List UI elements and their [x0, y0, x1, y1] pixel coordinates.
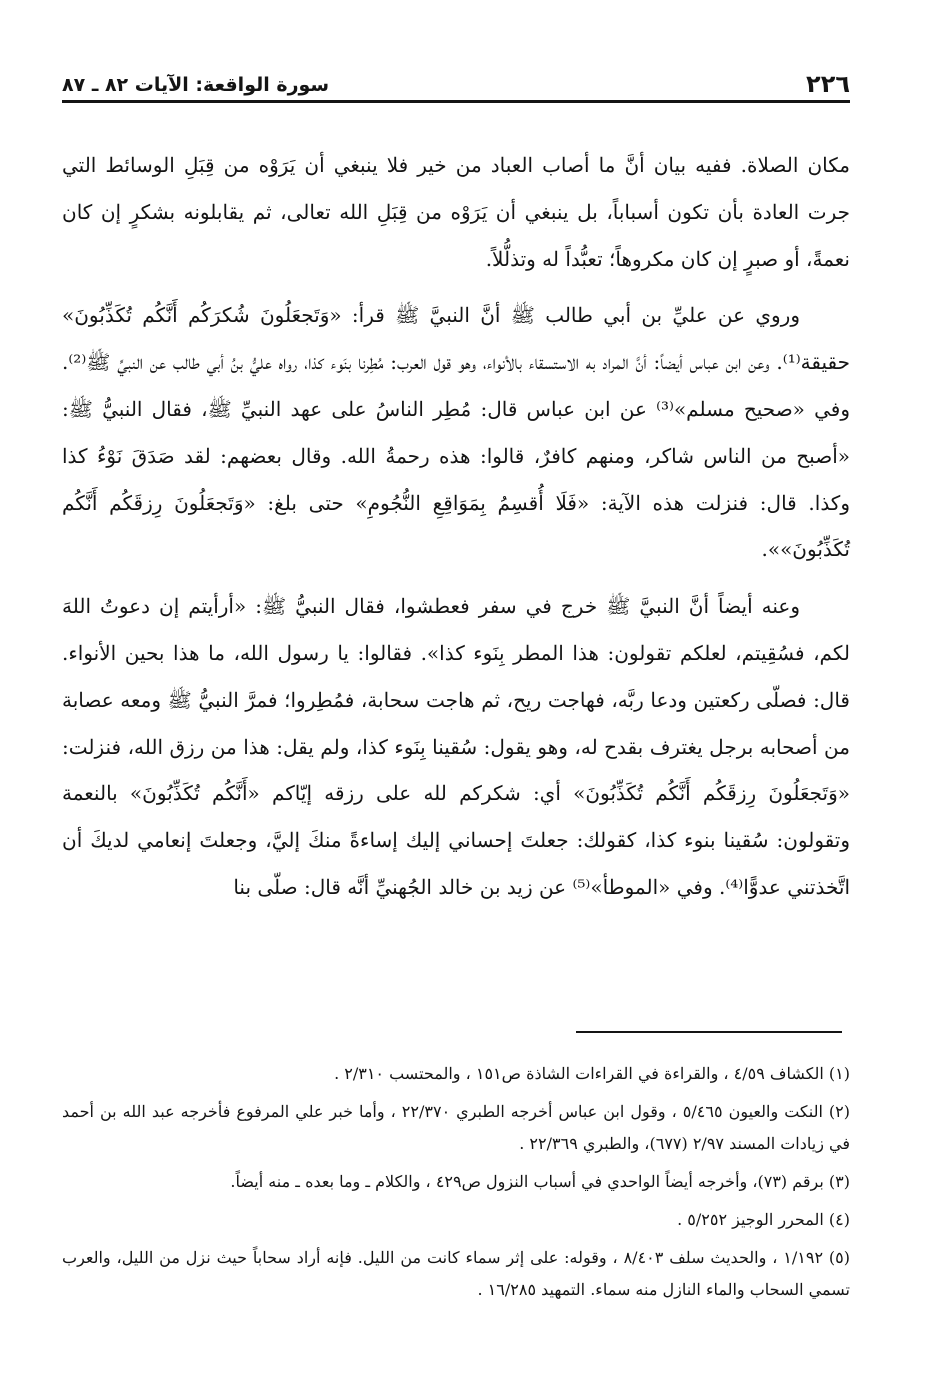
- footnote-1: (١) الكشاف ٤/٥٩ ، والقراءة في القراءات الشاذة ص١٥١ ، والمحتسب ٢/٣١٠ .: [334, 1064, 850, 1083]
- footnote-3: (٣) برقم (٧٣)، وأخرجه أيضاً الواحدي في أسباب النزول ص٤٢٩ ، والكلام ـ وما بعده ـ منه أيضاً.: [230, 1172, 850, 1191]
- main-text: [62, 142, 850, 911]
- running-title: سورة الواقعة: الآيات ٨٢ ـ ٨٧: [62, 74, 330, 96]
- footnote-4: (٤) المحرر الوجيز ٥/٢٥٢ .: [677, 1210, 850, 1229]
- page-number: ٢٢٦: [806, 70, 850, 98]
- footnotes: [62, 1058, 850, 1312]
- footnote-5: (٥) ١/١٩٢ ، والحديث سلف ٨/٤٠٣ ، وقوله: على إثر سماء كانت من الليل. فإنه أراد سحاباً حيث نزل من الليل، والعرب تسمي السحاب والماء النازل منه سماء. التمهيد ١٦/٢٨٥ .: [62, 1248, 851, 1299]
- paragraph-1: مكان الصلاة. ففيه بيان أنَّ ما أصاب العباد من خير فلا ينبغي أن يَرَوْه من قِبَلِ الوسائط التي جرت العادة بأن تكون أسباباً، بل ينبغي أن يَرَوْه من قِبَلِ الله تعالى، ثم يقابلونه بشكرٍ إن كان نعمةً، أو صبرٍ إن كان مكروهاً؛ تعبُّداً له وتذلُّلاً.: [62, 153, 850, 271]
- footnote-2: (٢) النكت والعيون ٥/٤٦٥ ، وقول ابن عباس أخرجه الطبري ٢٢/٣٧٠ ، وأما خبر علي المرفوع فأخرجه عبد الله بن أحمد في زيادات المسند ٢/٩٧ (٦٧٧)، والطبري ٢٢/٣٦٩ .: [62, 1102, 850, 1153]
- paragraph-3: وعنه أيضاً أنَّ النبيَّ ﷺ خرج في سفر فعطشوا، فقال النبيُّ ﷺ: «أرأيتم إن دعوتُ اللهَ لكم، فسُقِيتم، لعلكم تقولون: هذا المطر بِنَوء كذا». فقالوا: يا رسول الله، ما هذا بحين الأنواء. قال: فصلّى ركعتين ودعا ربَّه، فهاجت ريح، ثم هاجت سحابة، فمُطِروا؛ فمرَّ النبيُّ ﷺ ومعه عصابة من أصحابه برجل يغترف بقدح له، وهو يقول: سُقينا بِنَوء كذا، ولم يقل: هذا من رزق الله، فنزلت: «وَتَجعَلُونَ رِزقَكُم أَنَّكُم تُكَذِّبُونَ» أي: شكركم لله على رزقه إيّاكم «أَنَّكُم تُكَذِّبُونَ» بالنعمة وتقولون: سُقينا بنوء كذا، كقولك: جعلتَ إحساني إليك إساءةً منكَ إليَّ، وجعلتَ إنعامي لديكَ أن اتَّخذتني عدوًّا⁽⁴⁾. وفي «الموطأ»⁽⁵⁾ عن زيد بن خالد الجُهنيِّ أنَّه قال: صلّى بنا: [62, 594, 850, 899]
- paragraph-2: وروي عن عليِّ بن أبي طالب ﷺ أنَّ النبيَّ ﷺ قرأ: «وَتَجعَلُونَ شُكرَكُم أَنَّكُم تُكَذِّبُونَ» حقيقة⁽¹⁾. وعن ابن عباس أيضاً: أنَّ المراد به الاستسقاء بالأنواء، وهو قول العرب: مُطِرنا بنَوء كذا، رواه عليُّ بنُ أبي طالب عن النبيِّ ﷺ⁽²⁾. وفي «صحيح مسلم»⁽³⁾ عن ابن عباس قال: مُطِر الناسُ على عهد النبيِّ ﷺ، فقال النبيُّ ﷺ: «أصبح من الناس شاكر، ومنهم كافرٌ، قالوا: هذه رحمةُ الله. وقال بعضهم: لقد صَدَقَ نَوْءُ كذا وكذا. قال: فنزلت هذه الآية: «فَلَا أُقسِمُ بِمَوَاقِعِ النُّجُومِ» حتى بلغ: «وَتَجعَلُونَ رِزقَكُم أَنَّكُم تُكَذِّبُونَ»».: [62, 303, 850, 562]
- footnote-divider: [576, 1031, 842, 1033]
- header-divider: [62, 100, 850, 103]
- page-header: [62, 68, 850, 102]
